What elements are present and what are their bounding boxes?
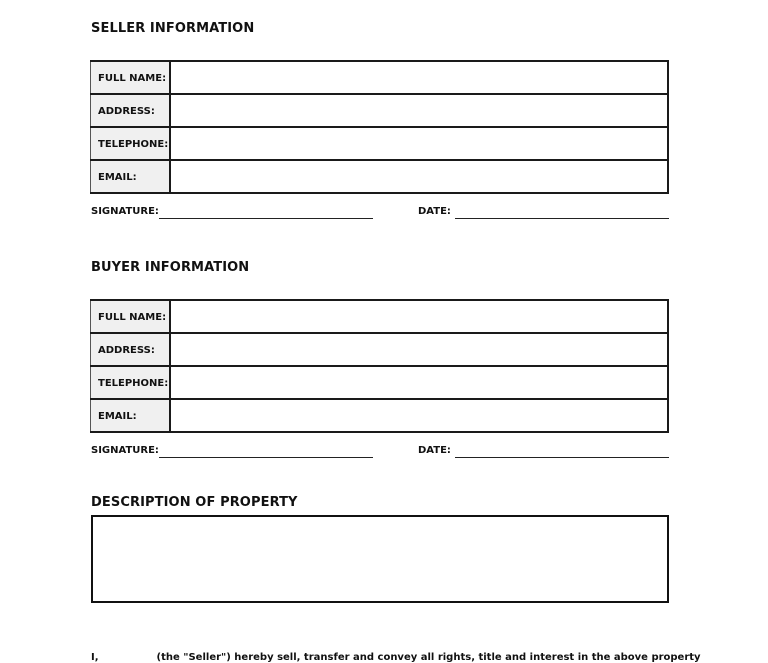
seller-signature-line[interactable]	[159, 218, 373, 219]
buyer-address-field[interactable]	[170, 333, 668, 366]
table-row	[91, 399, 669, 432]
table-row	[91, 94, 669, 127]
buyer-signature-row	[91, 445, 669, 461]
seller-email-label: EMAIL:	[91, 160, 171, 193]
statement-text: (the "Seller") hereby sell, transfer and convey all rights, title and interest in the above property	[156, 652, 701, 663]
seller-full-name-label: FULL NAME:	[91, 61, 171, 94]
seller-statement	[91, 652, 701, 663]
table-row	[91, 333, 669, 366]
table-row	[91, 160, 669, 193]
buyer-signature-line[interactable]	[159, 457, 373, 458]
buyer-email-field[interactable]	[170, 399, 668, 432]
seller-email-field[interactable]	[170, 160, 668, 193]
seller-telephone-field[interactable]	[170, 127, 668, 160]
buyer-full-name-label: FULL NAME:	[91, 300, 171, 333]
table-row	[91, 61, 669, 94]
buyer-full-name-field[interactable]	[170, 300, 668, 333]
table-row	[91, 127, 669, 160]
property-description-box[interactable]	[91, 515, 669, 603]
buyer-telephone-label: TELEPHONE:	[91, 366, 171, 399]
seller-telephone-label: TELEPHONE:	[91, 127, 171, 160]
seller-signature-row	[91, 206, 669, 222]
buyer-telephone-field[interactable]	[170, 366, 668, 399]
table-row	[91, 366, 669, 399]
statement-prefix: I,	[91, 652, 99, 663]
table-row	[91, 300, 669, 333]
buyer-signature-label: SIGNATURE:	[91, 445, 159, 456]
seller-info-table	[90, 60, 669, 194]
buyer-info-table	[90, 299, 669, 433]
buyer-email-label: EMAIL:	[91, 399, 171, 432]
seller-section-title: SELLER INFORMATION	[91, 21, 255, 36]
buyer-section-title: BUYER INFORMATION	[91, 260, 250, 275]
buyer-address-label: ADDRESS:	[91, 333, 171, 366]
seller-address-field[interactable]	[170, 94, 668, 127]
seller-signature-label: SIGNATURE:	[91, 206, 159, 217]
buyer-date-line[interactable]	[455, 457, 669, 458]
property-section-title: DESCRIPTION OF PROPERTY	[91, 495, 298, 510]
buyer-date-label: DATE:	[418, 445, 451, 456]
seller-address-label: ADDRESS:	[91, 94, 171, 127]
seller-full-name-field[interactable]	[170, 61, 668, 94]
seller-date-line[interactable]	[455, 218, 669, 219]
seller-date-label: DATE:	[418, 206, 451, 217]
